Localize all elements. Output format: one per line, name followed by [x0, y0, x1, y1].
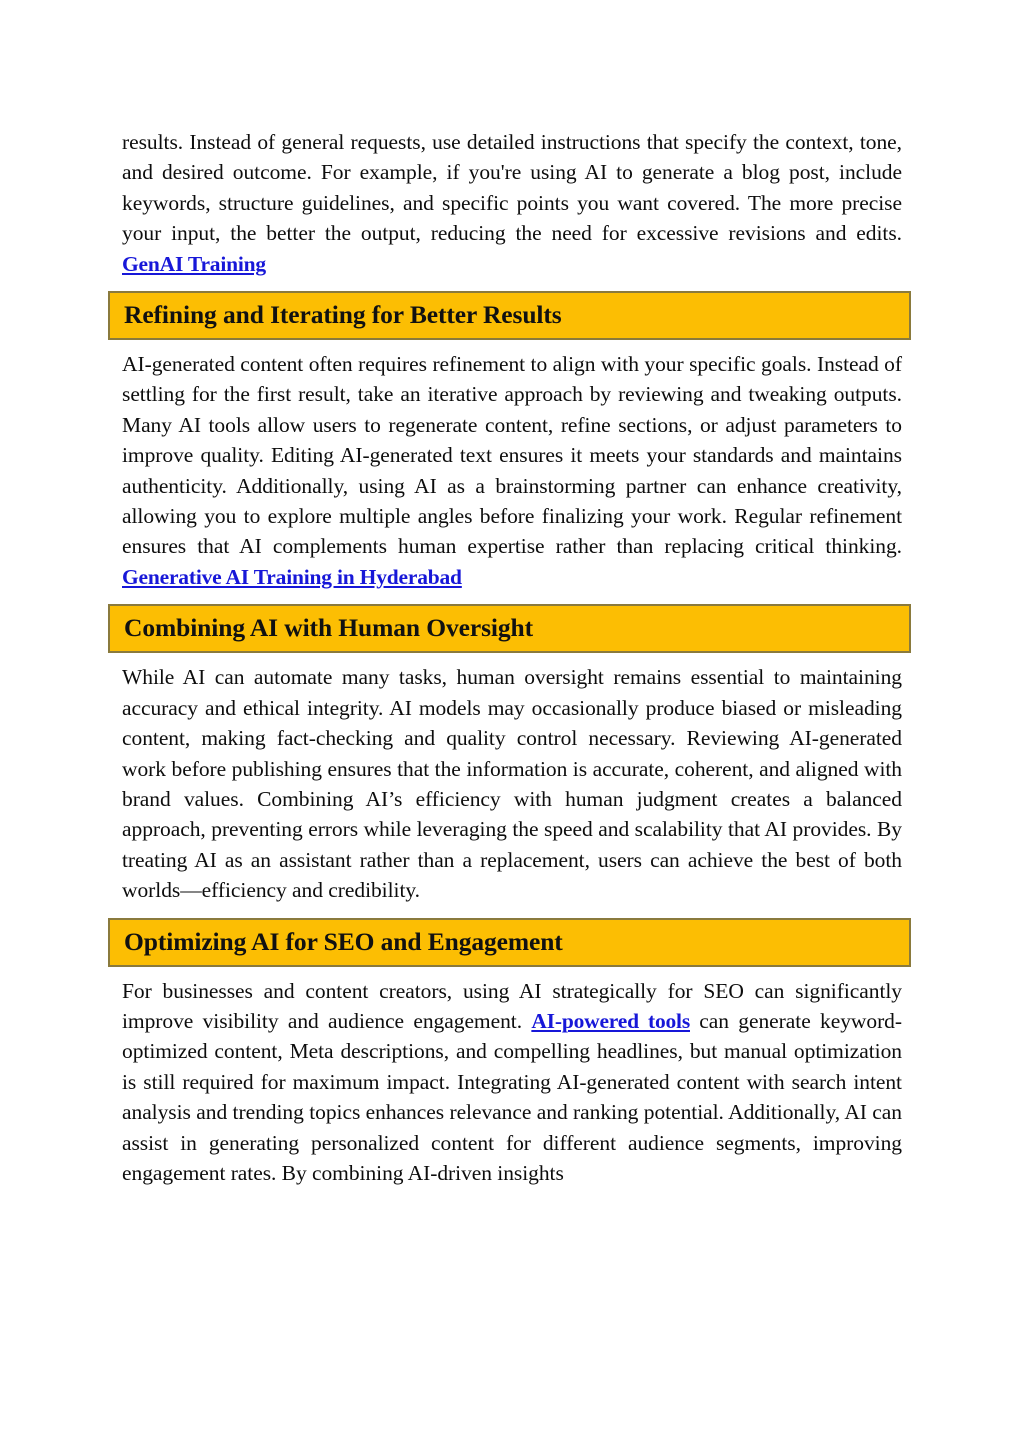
paragraph-human-oversight: While AI can automate many tasks, human oversight remains essential to maintaining accuracy and ethical integrity. AI models may occasionally produce biased or misleading content, making fact-checking and quality control necessary. Reviewing AI-generated work before publishing ensures that the information is accurate, coherent, and aligned with brand values. Combining AI’s efficiency with human judgment creates a balanced approach, preventing errors while leveraging the speed and scalability that AI provides. By treating AI as an assistant rather than a replacement, users can achieve the best of both worlds—efficiency and credibility.: [122, 665, 902, 903]
paragraph-2-text: AI-generated content often requires refinement to align with your specific goals. Instead of settling for the first result, take an iterative approach by reviewing and tweaking outputs. Many AI tools allow users to regenerate content, refine sections, or adjust parameters to improve quality. Editing AI-generated text ensures it meets your standards and maintains authenticity. Additionally, using AI as a brainstorming partner can enhance creativity, allowing you to explore multiple angles before finalizing your work. Regular refinement ensures that AI complements human expertise rather than replacing critical thinking.: [122, 352, 902, 559]
paragraph-1-text: results. Instead of general requests, use detailed instructions that specify the context, tone, and desired outcome. For example, if you're using AI to generate a blog post, include keywords, structure guidelines, and specific points you want covered. The more precise your input, the better the output, reducing the need for excessive revisions and edits.: [122, 130, 902, 246]
heading-refining-and-iterating: Refining and Iterating for Better Results: [108, 291, 911, 340]
link-generative-ai-training-hyderabad[interactable]: Generative AI Training in Hyderabad: [122, 564, 462, 589]
link-ai-powered-tools[interactable]: AI-powered tools: [531, 1008, 690, 1033]
heading-optimizing-ai-seo-engagement: Optimizing AI for SEO and Engagement: [108, 918, 911, 967]
heading-combining-ai-human-oversight: Combining AI with Human Oversight: [108, 604, 911, 653]
paragraph-seo-engagement: [122, 976, 902, 1189]
paragraph-prompt-detail: [122, 127, 902, 279]
paragraph-refining-iterating: [122, 349, 902, 592]
paragraph-4-text-before-link: For businesses and content creators, using AI strategically for SEO can significantly improve visibility and audience engagement.: [122, 978, 902, 1033]
paragraph-4-text-after-link: can generate keyword-optimized content, Meta descriptions, and compelling headlines, but manual optimization is still required for maximum impact. Integrating AI-generated content with search intent analysis and trending topics enhances relevance and ranking potential. Additionally, AI can assist in generating personalized content for different audience segments, improving engagement rates. By combining AI-driven insights: [122, 1008, 902, 1185]
document-content: [122, 127, 902, 1188]
link-genai-training[interactable]: GenAI Training: [122, 251, 266, 276]
